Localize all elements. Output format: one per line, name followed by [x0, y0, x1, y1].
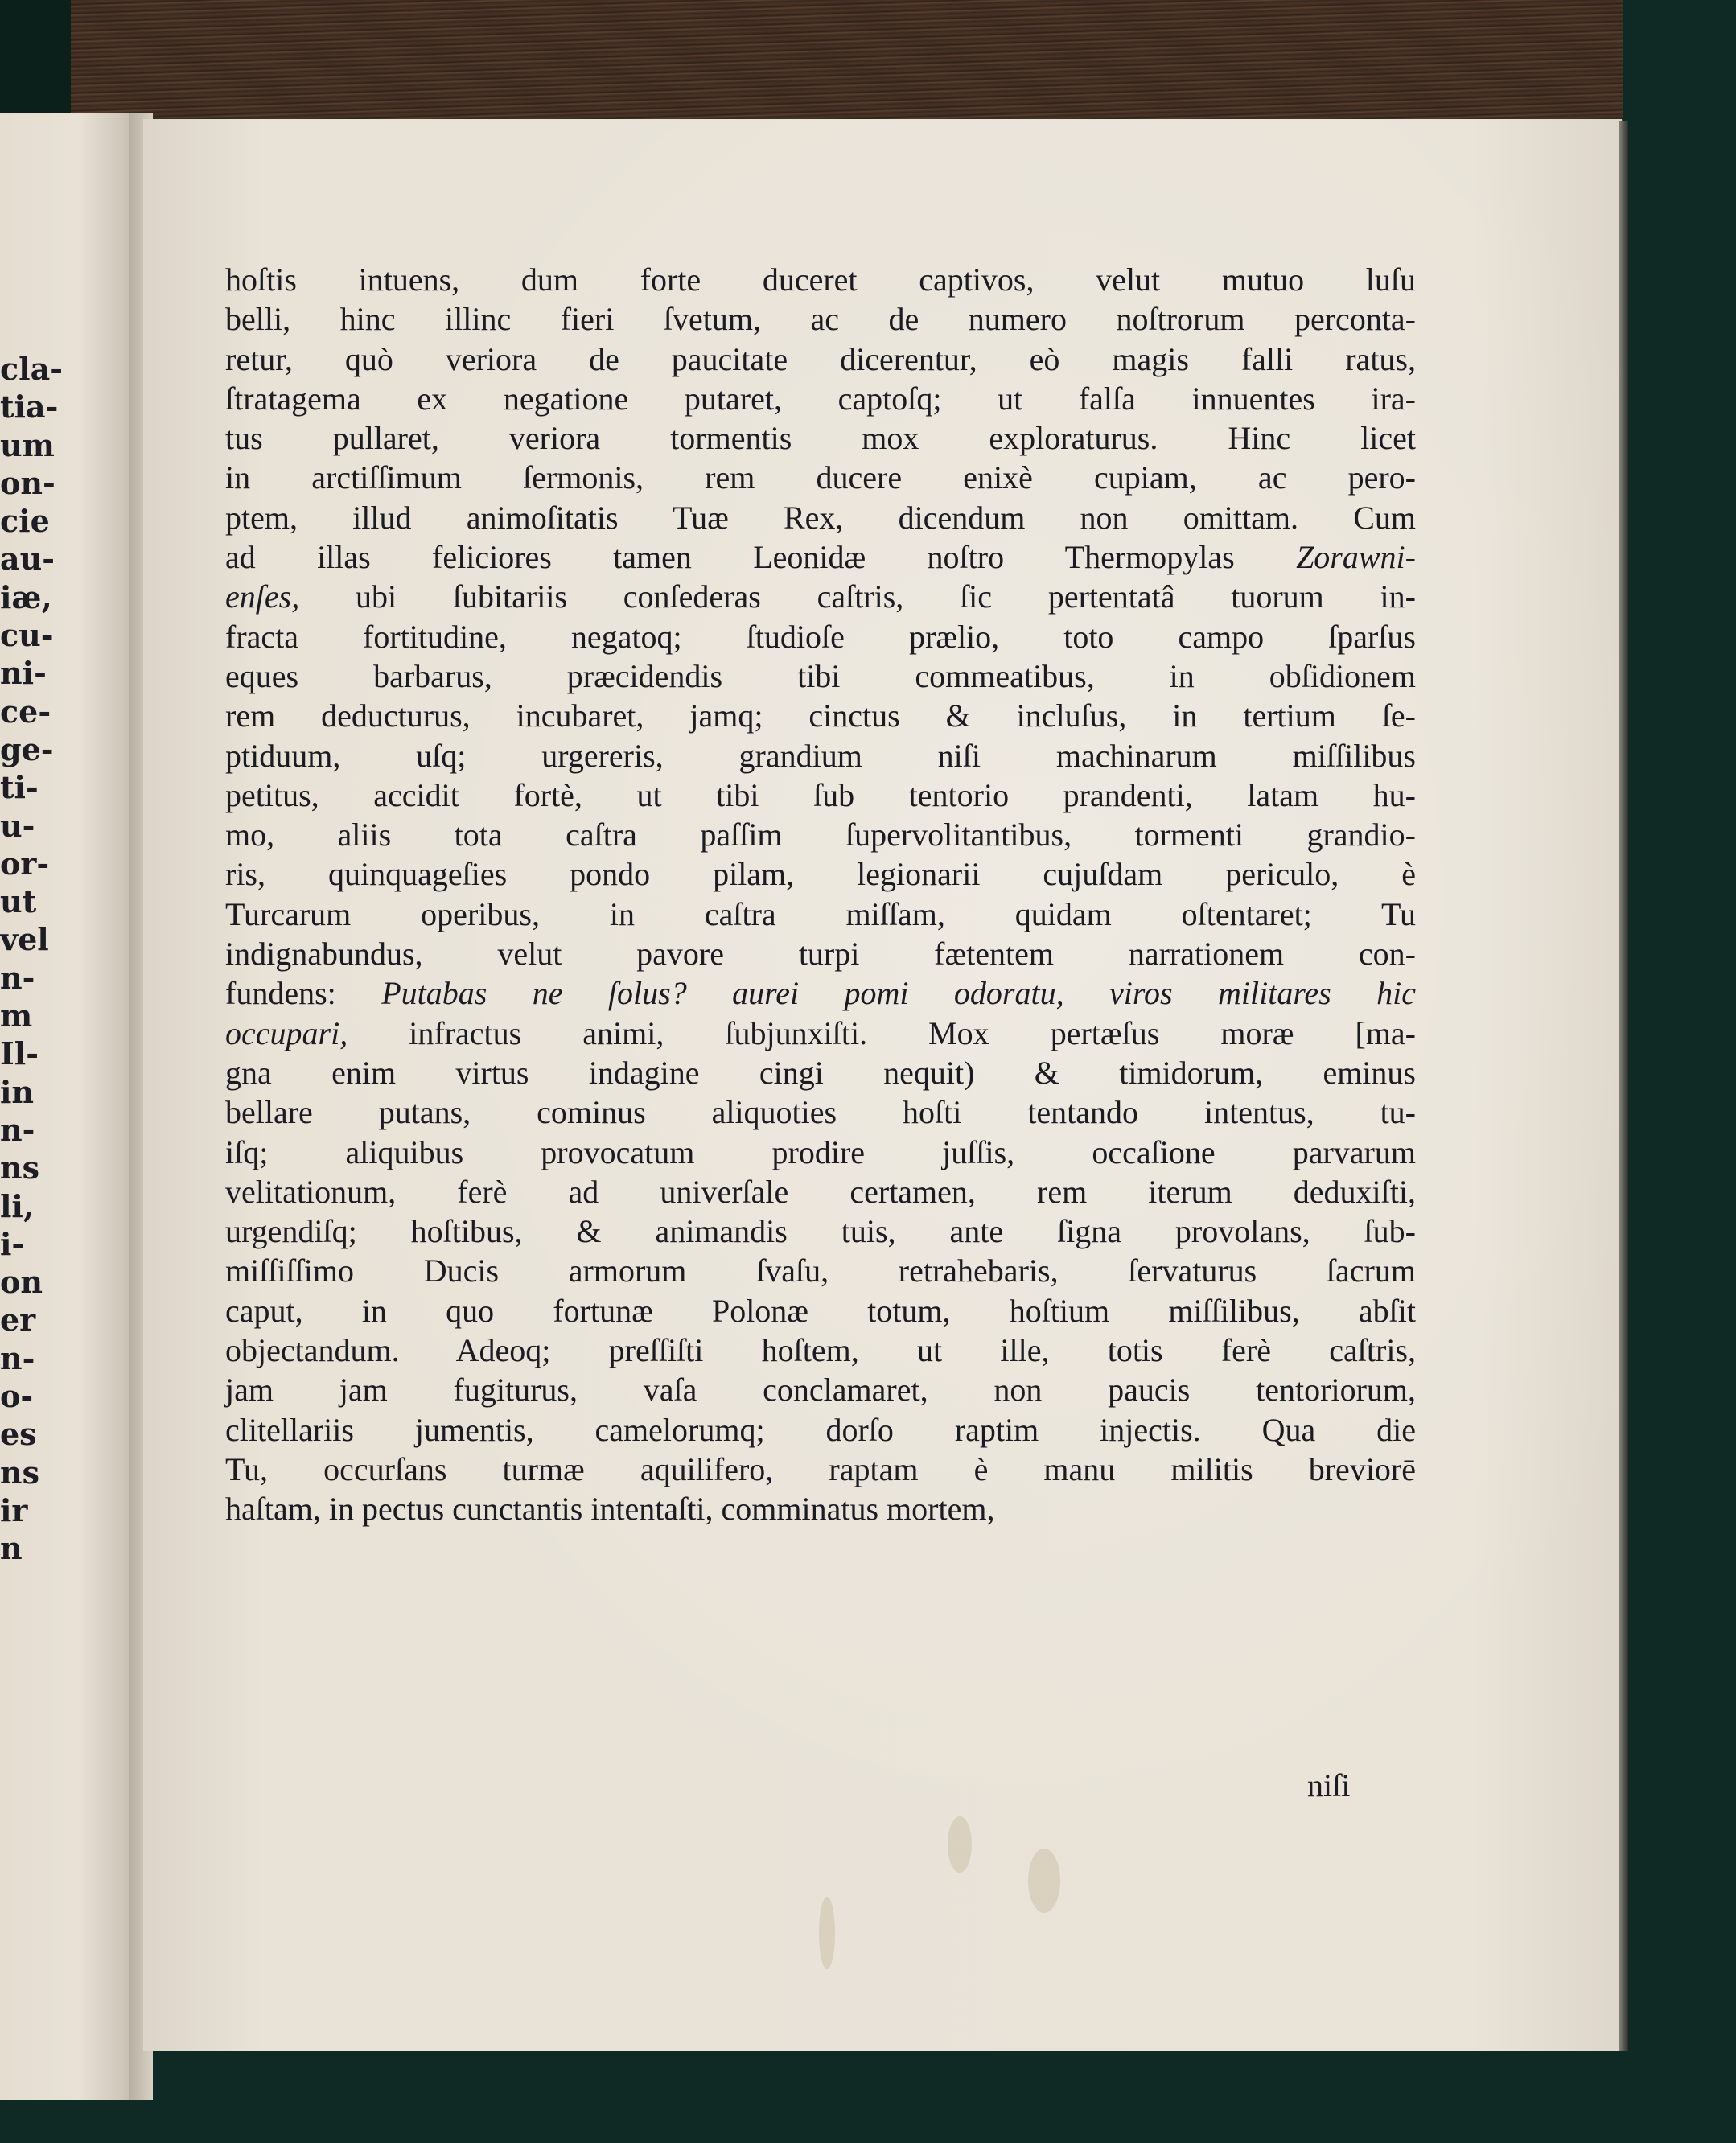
text-line: Tu, occurſans turmæ aquilifero, raptam è manu militis breviorē: [225, 1450, 1416, 1487]
left-fragment: au-: [0, 541, 56, 578]
text-line: retur, quò veriora de paucitate dicerentur, eò magis falli ratus,: [225, 340, 1416, 377]
text-roman: ubi ſubitariis conſederas caſtris, ſic pertentatâ tuorum in-: [355, 578, 1416, 615]
book-top-edge: [71, 0, 1623, 129]
left-fragment: ns: [0, 1150, 40, 1187]
text-italic: Zorawni-: [1296, 539, 1416, 576]
text-line: in arctiſſimum ſermonis, rem ducere enixè cupiam, ac pero-: [225, 459, 1416, 496]
text-line: clitellariis jumentis, camelorumq; dorſo raptim injectis. Qua die: [225, 1411, 1416, 1448]
left-fragment: es: [0, 1416, 37, 1453]
left-fragment: ut: [0, 883, 37, 920]
text-line: [225, 577, 1416, 616]
left-fragment: on: [0, 1264, 43, 1301]
left-fragment: um: [0, 426, 55, 463]
text-line: gna enim virtus indagine cingi nequit) & timidorum, eminus: [225, 1054, 1416, 1091]
text-line: ris, quinquageſies pondo pilam, legionarii cujuſdam periculo, è: [225, 856, 1416, 893]
text-italic: enſes,: [225, 578, 300, 615]
text-line: fracta fortitudine, negatoq; ſtudioſe prælio, toto campo ſparſus: [225, 618, 1416, 655]
left-fragment: n-: [0, 1339, 35, 1376]
text-line: bellare putans, cominus aliquoties hoſti tentando intentus, tu-: [225, 1094, 1416, 1131]
left-fragment: vel: [0, 921, 49, 958]
paper-stain: [819, 1897, 835, 1969]
left-fragment: on-: [0, 464, 56, 501]
text-line: rem deducturus, incubaret, jamq; cinctus & incluſus, in tertium ſe-: [225, 697, 1416, 734]
left-fragment: i-: [0, 1225, 25, 1262]
text-roman: infractus animi, ſubjunxiſti. Mox pertæſus moræ [ma-: [409, 1014, 1417, 1051]
left-fragment: tia-: [0, 389, 59, 426]
text-roman: fundens:: [225, 975, 336, 1012]
text-line: [225, 1014, 1416, 1053]
left-fragment: cla-: [0, 351, 63, 387]
book-cover-left: [0, 0, 80, 113]
text-line: indignabundus, velut pavore turpi fætentem narrationem con-: [225, 936, 1416, 973]
text-line: haſtam, in pectus cunctantis intentaſti, comminatus mortem,: [225, 1491, 995, 1528]
left-fragment: Il-: [0, 1035, 39, 1072]
paper-stain: [948, 1816, 972, 1873]
left-fragment: cie: [0, 503, 50, 540]
left-fragment: m: [0, 997, 33, 1034]
text-line: Turcarum operibus, in caſtra miſſam, quidam oſtentaret; Tu: [225, 895, 1416, 932]
text-italic: occupari,: [225, 1014, 348, 1051]
left-fragment: or-: [0, 845, 50, 882]
text-line: tus pullaret, veriora tormentis mox exploraturus. Hinc licet: [225, 420, 1416, 457]
text-line: velitationum, ferè ad univerſale certamen, rem iterum deduxiſti,: [225, 1173, 1416, 1210]
text-line: petitus, accidit fortè, ut tibi ſub tentorio prandenti, latam hu-: [225, 776, 1416, 813]
body-text: [225, 260, 1416, 1529]
catchword: niſi: [1307, 1767, 1351, 1804]
text-line: miſſiſſimo Ducis armorum ſvaſu, retrahebaris, ſervaturus ſacrum: [225, 1252, 1416, 1290]
left-fragment: iæ,: [0, 578, 52, 615]
text-line: belli, hinc illinc fieri ſvetum, ac de numero noſtrorum perconta-: [225, 301, 1416, 338]
text-line: [225, 537, 1416, 577]
text-line: urgendiſq; hoſtibus, & animandis tuis, ante ſigna provolans, ſub-: [225, 1213, 1416, 1250]
text-line: objectandum. Adeoq; preſſiſti hoſtem, ut ille, totis ferè caſtris,: [225, 1332, 1416, 1369]
left-fragment: ni-: [0, 655, 47, 692]
left-fragment: ir: [0, 1491, 28, 1528]
text-line: jam jam fugiturus, vaſa conclamaret, non paucis tentoriorum,: [225, 1372, 1416, 1409]
left-fragment: cu-: [0, 617, 54, 654]
text-line: eques barbarus, præcidendis tibi commeatibus, in obſidionem: [225, 657, 1416, 694]
left-fragment: er: [0, 1302, 36, 1339]
text-line: mo, aliis tota caſtra paſſim ſupervolitantibus, tormenti grandio-: [225, 816, 1416, 853]
left-fragment: u-: [0, 807, 35, 844]
text-line: caput, in quo fortunæ Polonæ totum, hoſtium miſſilibus, abſit: [225, 1292, 1416, 1329]
page-fore-edge: [1619, 121, 1628, 2051]
text-line: ptiduum, uſq; urgereris, grandium niſi machinarum miſſilibus: [225, 737, 1416, 774]
left-fragment: n-: [0, 1111, 35, 1148]
left-fragment: ns: [0, 1454, 40, 1491]
left-fragment: n-: [0, 959, 35, 996]
left-page-fragments: [0, 350, 64, 1568]
left-fragment: li,: [0, 1187, 35, 1224]
left-fragment: ti-: [0, 769, 39, 806]
left-fragment: in: [0, 1073, 35, 1110]
text-roman: ad illas feliciores tamen Leonidæ noſtro Thermopylas: [225, 539, 1235, 576]
text-line: ſtratagema ex negatione putaret, captoſq; ut falſa innuentes ira-: [225, 380, 1416, 417]
left-page: [0, 113, 143, 2100]
text-line: ptem, illud animoſitatis Tuæ Rex, dicendum non omittam. Cum: [225, 499, 1416, 536]
left-fragment: n: [0, 1530, 23, 1567]
text-line: hoſtis intuens, dum forte duceret captivos, velut mutuo luſu: [225, 261, 1416, 298]
text-italic: Putabas ne ſolus? aurei pomi odoratu, viros militares hic: [381, 975, 1417, 1012]
paper-stain: [1028, 1849, 1060, 1913]
left-fragment: ce-: [0, 693, 51, 730]
text-line: iſq; aliquibus provocatum prodire juſſis, occaſione parvarum: [225, 1133, 1416, 1170]
text-line: [225, 973, 1416, 1013]
left-fragment: ge-: [0, 730, 54, 767]
left-fragment: o-: [0, 1378, 34, 1415]
